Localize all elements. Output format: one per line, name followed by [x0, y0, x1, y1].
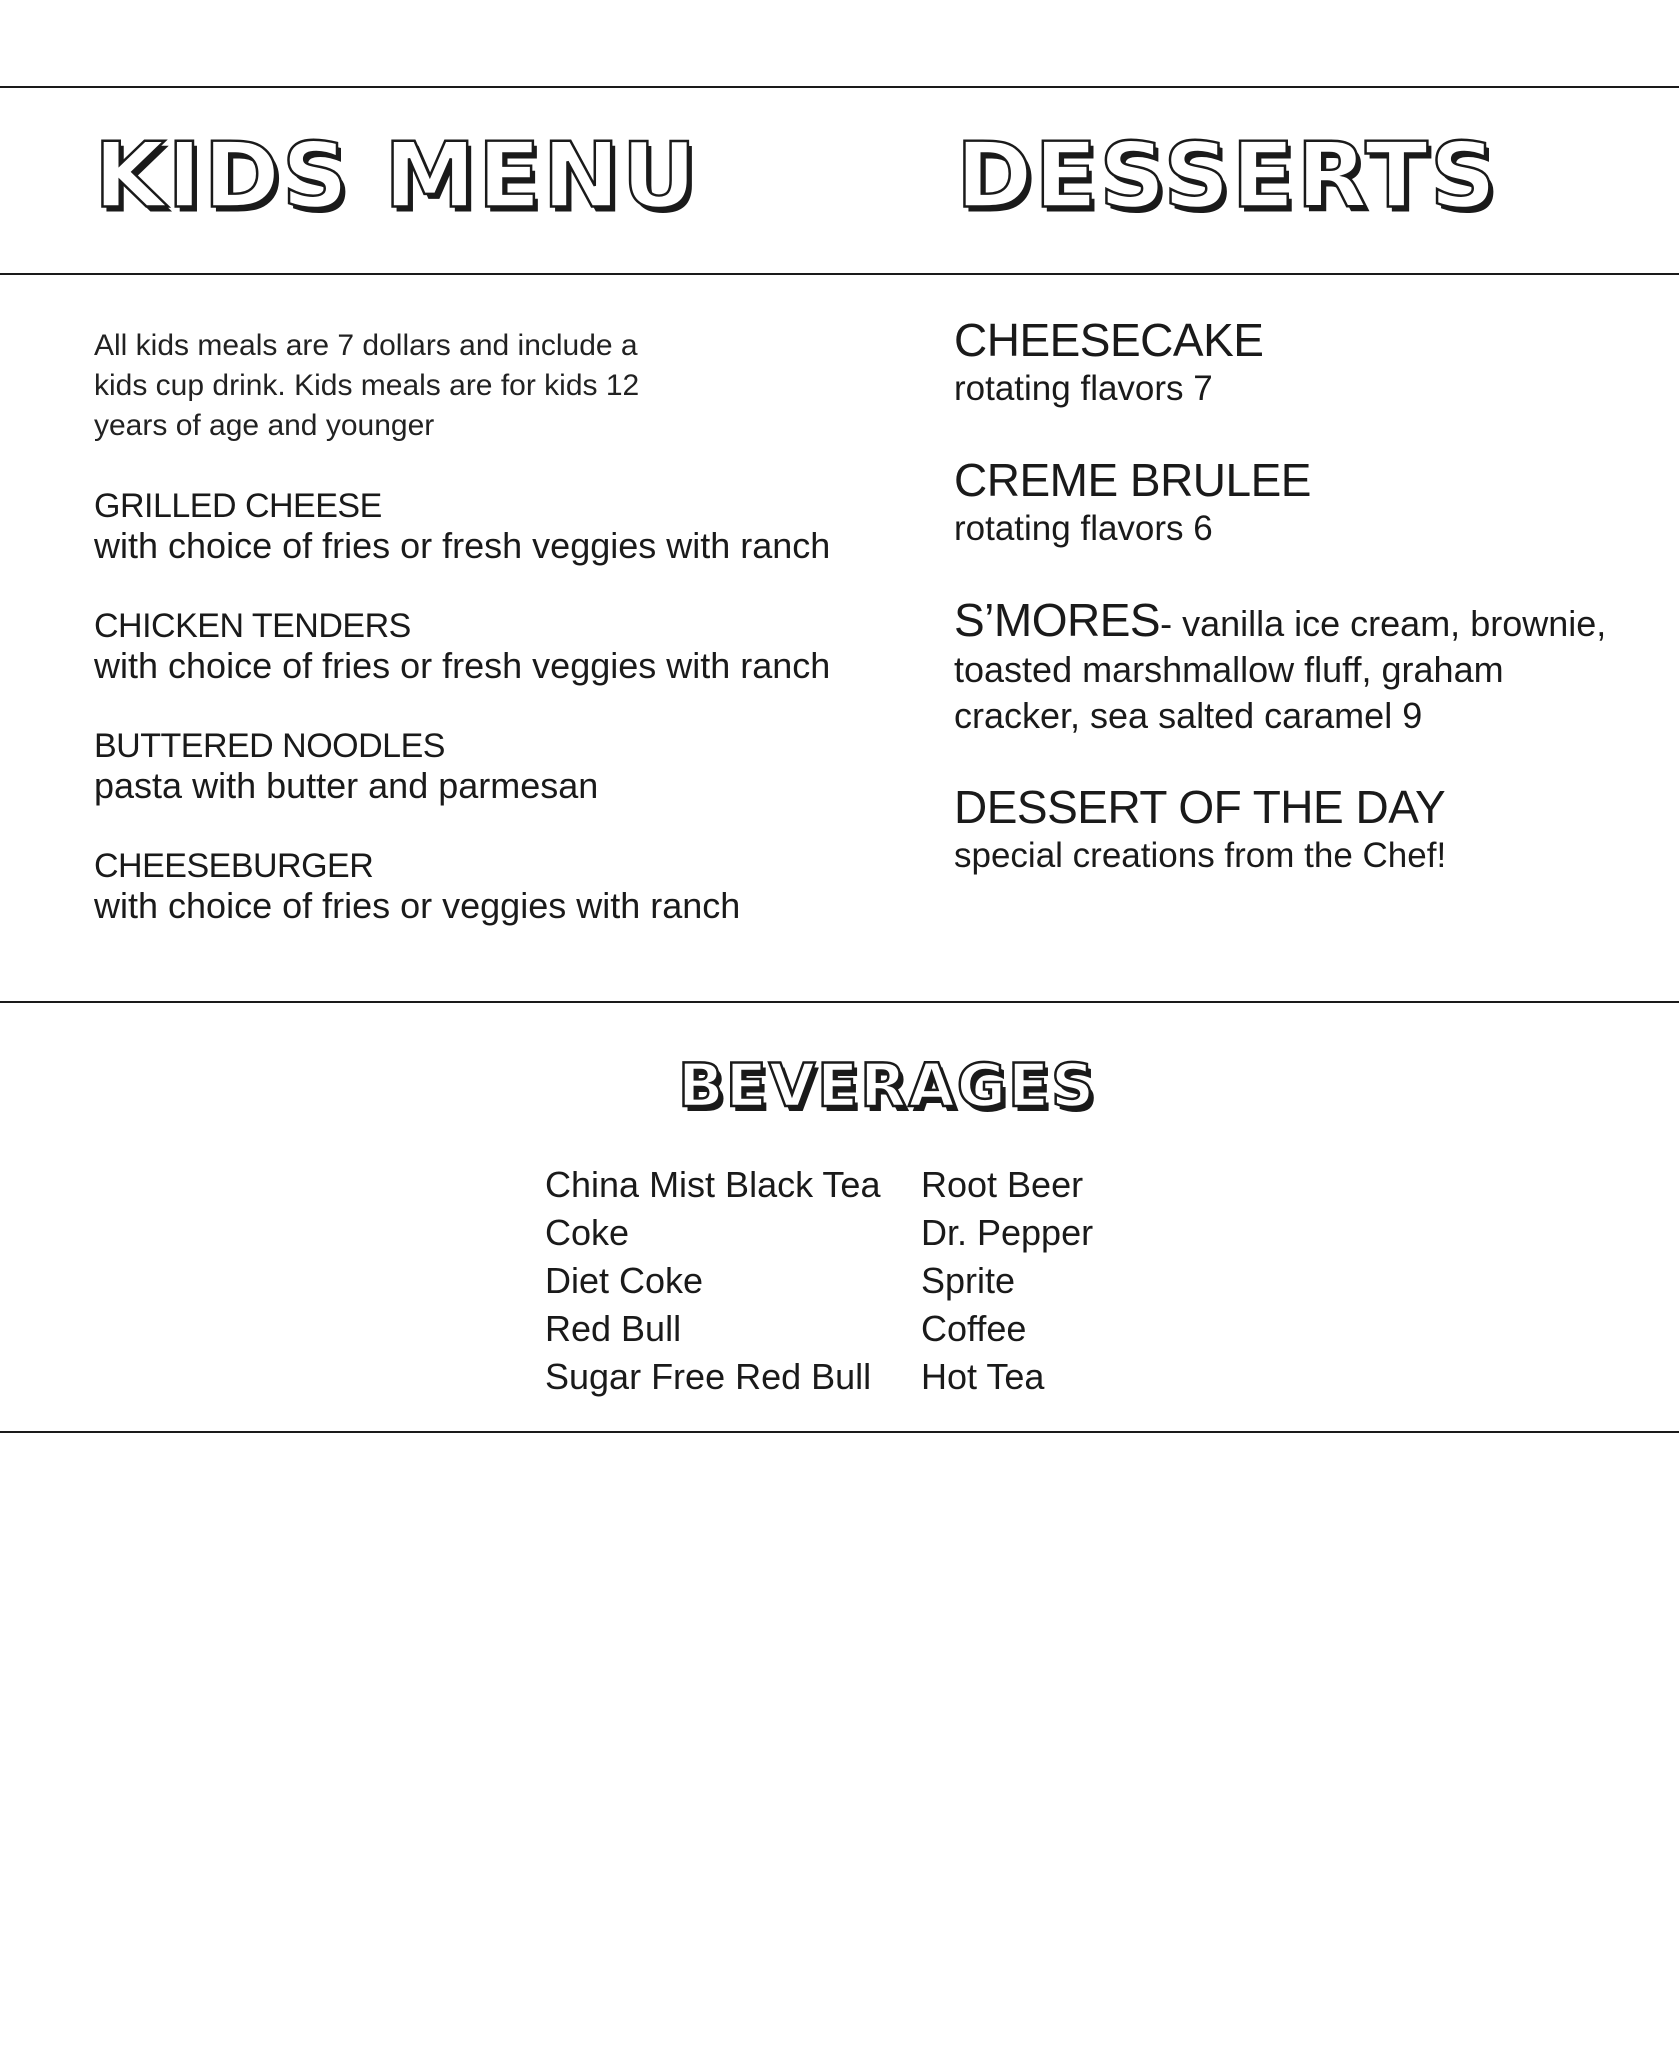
bottom-divider — [0, 1431, 1679, 1433]
kids-item-name: BUTTERED NOODLES — [94, 727, 445, 765]
beverages-column-2 — [921, 1161, 1093, 1401]
dessert-item-name: CREME BRULEE — [954, 454, 1311, 506]
kids-menu-intro: All kids meals are 7 dollars and include a kids cup drink. Kids meals are for kids 12 years of age and younger — [94, 329, 640, 442]
kids-item-name: CHICKEN TENDERS — [94, 607, 411, 645]
section-divider — [0, 1001, 1679, 1003]
top-divider — [0, 86, 1679, 88]
beverage-item: Dr. Pepper — [921, 1212, 1094, 1253]
kids-item-desc: with choice of fries or fresh veggies with ranch — [94, 645, 831, 686]
beverage-item: Hot Tea — [921, 1356, 1045, 1397]
dessert-item — [954, 781, 1614, 879]
kids-item-desc: pasta with butter and parmesan — [94, 765, 599, 806]
beverages-title: BEVERAGES — [678, 1051, 1097, 1121]
dessert-item — [954, 454, 1614, 552]
beverage-item: Sprite — [921, 1260, 1016, 1301]
beverage-item: Coke — [545, 1212, 630, 1253]
beverage-item: Sugar Free Red Bull — [545, 1356, 872, 1397]
dessert-item — [954, 594, 1614, 739]
kids-item-name: GRILLED CHEESE — [94, 487, 382, 525]
dessert-item — [954, 314, 1614, 412]
kids-item — [94, 606, 894, 686]
beverages-column-1 — [545, 1161, 880, 1401]
beverage-item: Red Bull — [545, 1308, 682, 1349]
kids-item-desc: with choice of fries or fresh veggies with ranch — [94, 525, 831, 566]
dessert-item-desc: special creations from the Chef! — [954, 836, 1447, 875]
kids-menu-section — [94, 326, 894, 966]
kids-item — [94, 726, 894, 806]
beverage-item: Diet Coke — [545, 1260, 704, 1301]
kids-item-desc: with choice of fries or veggies with ranch — [94, 885, 741, 926]
beverage-item: Root Beer — [921, 1164, 1084, 1205]
dessert-item-name: S’MORES — [954, 594, 1161, 646]
beverage-item: Coffee — [921, 1308, 1027, 1349]
dessert-item-desc: rotating flavors 7 — [954, 369, 1213, 408]
beverage-item: China Mist Black Tea — [545, 1164, 881, 1205]
kids-item-name: CHEESEBURGER — [94, 847, 374, 885]
dessert-item-desc: - vanilla ice cream, brownie, toasted marshmallow fluff, graham cracker, sea salted caramel 9 — [954, 603, 1607, 736]
kids-item — [94, 846, 894, 926]
desserts-section — [954, 314, 1614, 921]
header-divider — [0, 273, 1679, 275]
desserts-title: DESSERTS — [956, 123, 1499, 228]
dessert-item-name: DESSERT OF THE DAY — [954, 781, 1446, 833]
dessert-item-desc: rotating flavors 6 — [954, 509, 1213, 548]
kids-item — [94, 486, 894, 566]
dessert-item-name: CHEESECAKE — [954, 314, 1264, 366]
kids-menu-title: KIDS MENU — [94, 123, 699, 228]
